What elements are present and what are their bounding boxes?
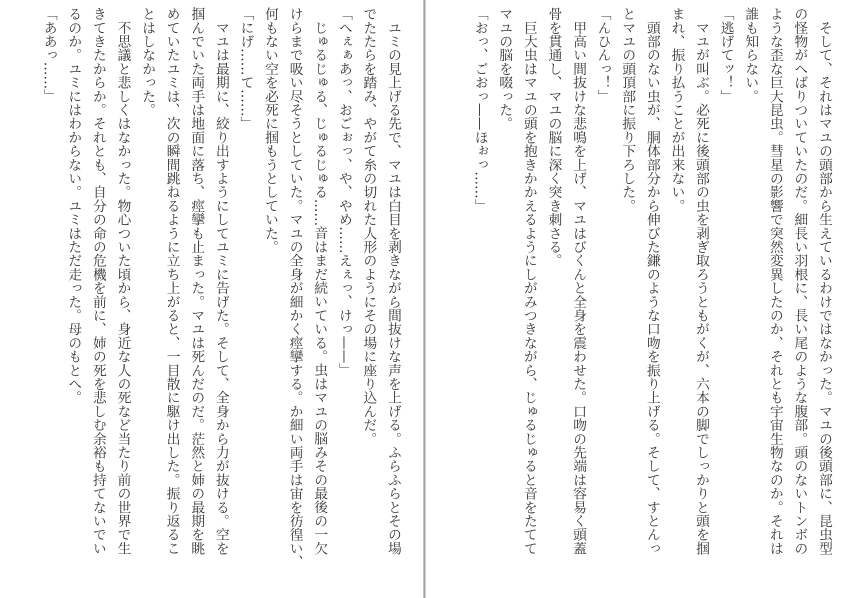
text-column: けらまで吸い尽そうとしていた。マユの全身が細かく痙攣する。か細い両手は宙を彷徨い、 <box>286 7 303 569</box>
text-column: 「ああっ……」 <box>40 7 57 103</box>
text-column: じゅるじゅる、じゅるじゅる……音はまだ続いている。虫はマユの脳みその最後の一欠 <box>311 7 328 555</box>
text-column: 「にげ……て……」 <box>237 7 254 131</box>
text-column: マユが叫ぶ。必死に後頭部の虫を剥ぎ取ろうともがくが、六本の脚でしっかりと頭を掴 <box>693 7 710 555</box>
text-column: 「んひんっ！」 <box>594 7 611 103</box>
text-column: ような歪な巨大昆虫。彗星の影響で突然変異したのか、それとも宇宙生物なのか。それは <box>766 7 783 555</box>
text-column: ユミの見上げる先で、マユは白目を剥きながら間抜けな声を上げる。ふらふらとその場 <box>385 7 401 555</box>
text-column: 「逃げてッ！」 <box>717 7 734 103</box>
text-column: マユの脳を啜った。 <box>496 7 513 131</box>
left-page-text <box>36 7 405 592</box>
text-column: きてきたからか。それとも、自分の命の危機を前に、姉の死を悲しむ余裕も持てないでい <box>89 7 106 555</box>
right-page-text <box>467 7 836 592</box>
text-column: 「へぇぁあっ、おごぉっ、や、やめ……えぇっ、けっ——」 <box>335 7 352 377</box>
text-column: 頭部のない虫が、胴体部分から伸びた鎌のような口吻を振り上げる。そして、すとんっ <box>643 7 660 555</box>
right-page <box>426 0 850 598</box>
text-column: そして、それはマユの頭部から生えているわけではなかった。マユの後頭部に、昆虫型 <box>816 7 832 555</box>
text-column: の怪物がへばりついていたのだ。細長い羽根に、長い尾のような腹部。頭のないトンボの <box>791 7 808 555</box>
text-column: 掴んでいた両手は地面に落ち、痙攣も止まった。マユは死んだのだ。茫然と姉の最期を眺 <box>188 7 205 555</box>
text-column: 「おっ、ごおっ——ほぉっ……」 <box>471 7 488 213</box>
text-column: とマユの頭頂部に振り下ろした。 <box>619 7 636 213</box>
text-column: 誰も知らない。 <box>742 7 759 103</box>
text-column: 不思議と悲しくはなかった。物心ついた頃から、身近な人の死など当たり前の世界で生 <box>114 7 131 555</box>
text-column: マユは最期に、絞り出すようにしてユミに告げた。そして、全身から力が抜ける。空を <box>212 7 229 555</box>
text-column: とはしなかった。 <box>139 7 156 117</box>
text-column: 甲高い間抜けな悲鳴を上げ、マユはびくんと全身を震わせた。口吻の先端は容易く頭蓋 <box>570 7 587 555</box>
text-column: でたたらを踏み、やがて糸の切れた人形のようにその場に座り込んだ。 <box>360 7 377 446</box>
text-column: るのか。ユミにはわからない。ユミはただ走った。母のもとへ。 <box>65 7 82 405</box>
text-column: めていたユミは、次の瞬間跳ねるように立ち上がると、一目散に駆け出した。振り返るこ <box>163 7 180 555</box>
text-column: 骨を貫通し、マユの脳に深く突き刺さる。 <box>545 7 562 268</box>
text-column: まれ、振り払うことが出来ない。 <box>668 7 685 213</box>
left-page <box>0 0 424 598</box>
text-column: 何もない空を必死に掴もうとしていた。 <box>262 7 279 254</box>
text-column: 巨大虫はマユの頭を抱きかかえるようにしがみつきながら、じゅるじゅると音をたてて <box>520 7 537 555</box>
